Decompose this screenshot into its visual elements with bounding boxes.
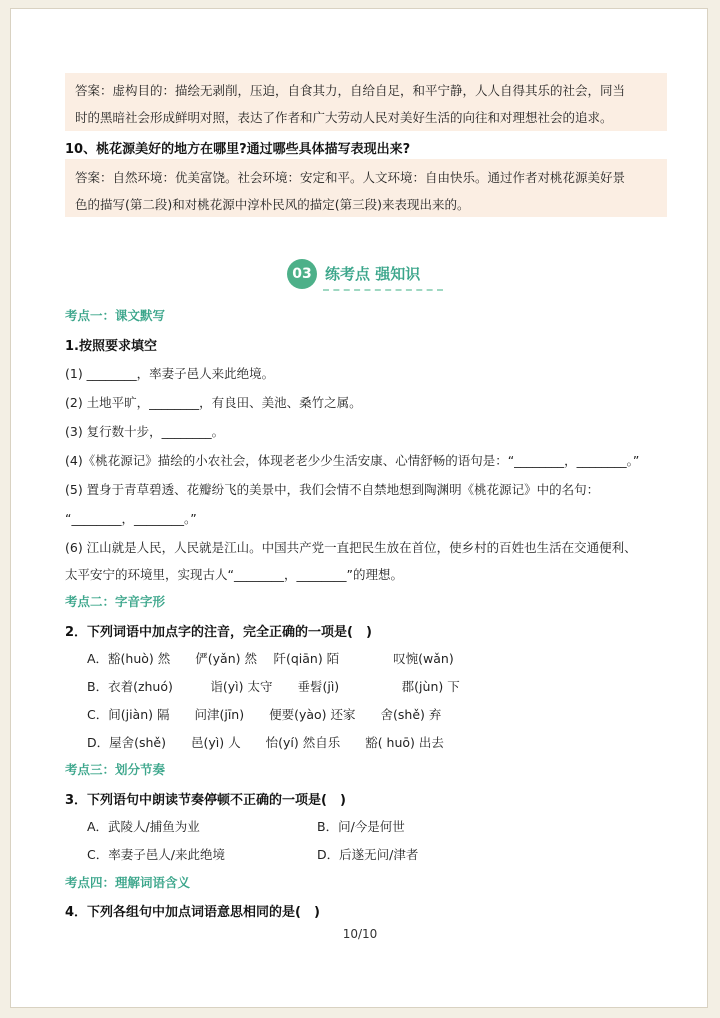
answer-2-line-1: 答案：自然环境：优美富饶。社会环境：安定和平。人文环境：自由快乐。通过作者对桃花源美好景: [75, 170, 626, 185]
page-number: 10/10: [342, 927, 378, 941]
q1-item-2: (2) 土地平旷，________，有良田、美池、桑竹之属。: [65, 395, 362, 410]
q1-item-4: (4)《桃花源记》描绘的小农社会，体现老老少少生活安康、心情舒畅的语句是：“________，________。”: [65, 453, 640, 468]
answer-1-line-2: 时的黑暗社会形成鲜明对照，表达了作者和广大劳动人民对美好生活的向往和对理想社会的追求。: [75, 110, 613, 125]
q3-title: 3．下列语句中朗读节奏停顿不正确的一项是( ): [65, 793, 346, 808]
q3-option-c: C．率妻子邑人/来此绝境: [87, 847, 225, 862]
answer-box-2: [65, 159, 667, 217]
section-title-underline: [323, 289, 443, 291]
question-10: 10、桃花源美好的地方在哪里?通过哪些具体描写表现出来?: [65, 142, 411, 157]
document-page: [10, 8, 708, 1008]
answer-1-line-1: 答案：虚构目的：描绘无剥削，压迫，自食其力，自给自足，和平宁静，人人自得其乐的社会，同当: [75, 83, 626, 98]
q2-option-c: C．间(jiàn) 隔 问津(jīn) 便要(yào) 还家 舍(shě) 弃: [87, 707, 442, 722]
answer-box-1: [65, 73, 667, 131]
kaodian-3-heading: 考点三：划分节奏: [65, 762, 166, 777]
section-title: 练考点 强知识: [325, 265, 421, 283]
q4-title: 4．下列各组句中加点词语意思相同的是( ): [65, 905, 320, 920]
q1-item-6-cont: 太平安宁的环境里，实现古人“________，________”的理想。: [65, 567, 403, 582]
section-number-badge: 03: [287, 259, 317, 289]
q3-option-a: A．武陵人/捕鱼为业: [87, 819, 200, 834]
q1-item-3: (3) 复行数十步，________。: [65, 424, 225, 439]
q2-option-b: B．衣着(zhuó) 诣(yì) 太守 垂髫(jì) 郡(jùn) 下: [87, 679, 460, 694]
q1-item-5-cont: “________，________。”: [65, 511, 197, 526]
kaodian-2-heading: 考点二：字音字形: [65, 594, 166, 609]
q3-option-d: D．后遂无问/津者: [317, 847, 419, 862]
kaodian-4-heading: 考点四：理解词语含义: [65, 875, 191, 890]
answer-2-line-2: 色的描写(第二段)和对桃花源中淳朴民风的描定(第三段)来表现出来的。: [75, 197, 470, 212]
kaodian-1-heading: 考点一：课文默写: [65, 308, 166, 323]
q1-item-1: (1) ________，率妻子邑人来此绝境。: [65, 366, 275, 381]
q1-title: 1.按照要求填空: [65, 339, 157, 354]
q2-option-a: A．豁(huò) 然 俨(yǎn) 然 阡(qiān) 陌 叹惋(wǎn): [87, 651, 454, 666]
q2-option-d: D．屋舍(shě) 邑(yì) 人 怡(yí) 然自乐 豁( huō) 出去: [87, 735, 444, 750]
q2-title: 2．下列词语中加点字的注音，完全正确的一项是( ): [65, 625, 372, 640]
q3-option-b: B．问/今是何世: [317, 819, 405, 834]
q1-item-6: (6) 江山就是人民，人民就是江山。中国共产党一直把民生放在首位，使乡村的百姓也生活在交通便利、: [65, 540, 637, 555]
q1-item-5: (5) 置身于青草碧透、花瓣纷飞的美景中，我们会情不自禁地想到陶渊明《桃花源记》中的名句：: [65, 482, 600, 497]
